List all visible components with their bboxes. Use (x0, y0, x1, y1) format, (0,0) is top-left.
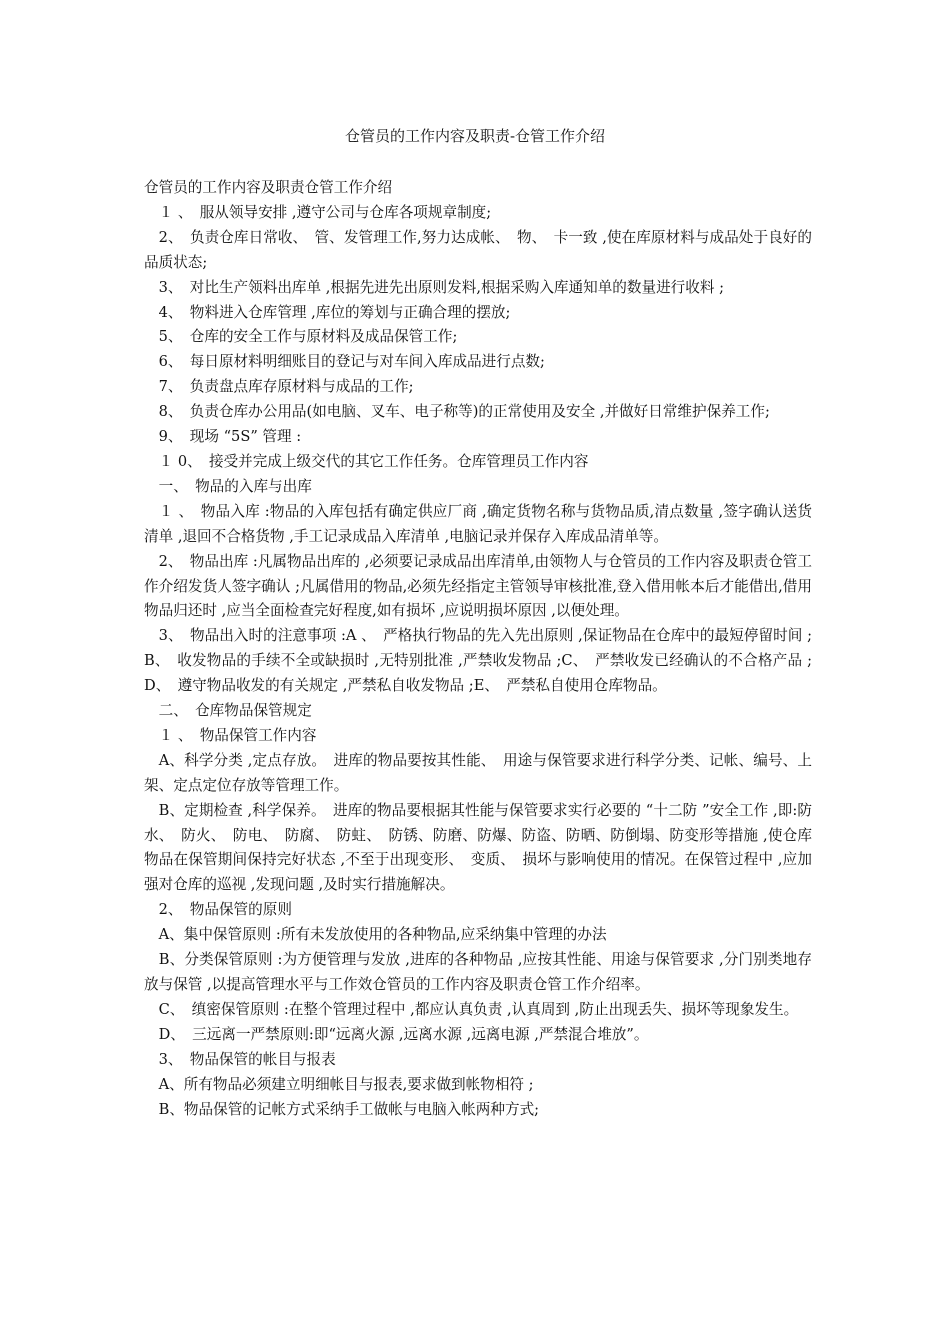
paragraph: １ 、 物品入库 :物品的入库包括有确定供应厂商 ,确定货物名称与货物品质,清点数量 ,签字确认送货清单 ,退回不合格货物 ,手工记录成品入库清单 ,电脑记录并保存入库成品清单等。 (144, 502, 812, 545)
paragraph: 4、 物料进入仓库管理 ,库位的筹划与正确合理的摆放; (144, 303, 511, 321)
paragraph: 二、 仓库物品保管规定 (144, 702, 312, 720)
paragraph: 9、 现场 “5S” 管理 : (144, 428, 302, 446)
paragraph: １ 0、 接受并完成上级交代的其它工作任务。仓库管理员工作内容 (144, 452, 589, 470)
paragraph: A、集中保管原则 :所有未发放使用的各种物品,应采纳集中管理的办法 (144, 926, 607, 944)
paragraph: 7、 负责盘点库存原材料与成品的工作; (144, 378, 414, 396)
paragraph: 6、 每日原材料明细账目的登记与对车间入库成品进行点数; (144, 353, 545, 371)
paragraph: 3、 物品出入时的注意事项 :A 、 严格执行物品的先入先出原则 ,保证物品在仓库中的最短停留时间 ;B、 收发物品的手续不全或缺损时 ,无特别批准 ,严禁收发物品 ;C、 严禁收发已经确认的不合格产品 ;D、 遵守物品收发的有关规定 ,严禁私自收发物品 ;E、 严禁私自使用仓库物品。 (144, 627, 812, 695)
document-title: 仓管员的工作内容及职责-仓管工作介绍 (344, 127, 606, 145)
paragraph: B、物品保管的记帐方式采纳手工做帐与电脑入帐两种方式; (144, 1100, 540, 1118)
paragraph: 8、 负责仓库办公用品(如电脑、叉车、电子称等)的正常使用及安全 ,并做好日常维护保养工作; (144, 403, 770, 421)
paragraph: １ 、 服从领导安排 ,遵守公司与仓库各项规章制度; (144, 203, 492, 221)
paragraph: 一、 物品的入库与出库 (144, 477, 312, 495)
paragraph: 5、 仓库的安全工作与原材料及成品保管工作; (144, 328, 458, 346)
document-body (144, 176, 812, 1122)
paragraph: 2、 物品保管的原则 (144, 901, 292, 919)
paragraph: １ 、 物品保管工作内容 (144, 726, 317, 744)
paragraph: 3、 物品保管的帐目与报表 (144, 1050, 336, 1068)
paragraph: 仓管员的工作内容及职责仓管工作介绍 (144, 179, 393, 196)
paragraph: A、科学分类 ,定点存放。 进库的物品要按其性能、 用途与保管要求进行科学分类、记帐、编号、上架、定点定位存放等管理工作。 (144, 751, 812, 794)
paragraph: C、 缜密保管原则 :在整个管理过程中 ,都应认真负责 ,认真周到 ,防止出现丢失、损坏等现象发生。 (144, 1000, 799, 1018)
paragraph: 2、 负责仓库日常收、 管、发管理工作,努力达成帐、 物、 卡一致 ,使在库原材料与成品处于良好的品质状态; (144, 228, 812, 271)
paragraph: B、分类保管原则 :为方便管理与发放 ,进库的各种物品 ,应按其性能、用途与保管要求 ,分门别类地存放与保管 ,以提高管理水平与工作效仓管员的工作内容及职责仓管工作介绍率。 (144, 951, 812, 993)
paragraph: D、 三远离一严禁原则:即“远离火源 ,远离水源 ,远离电源 ,严禁混合堆放”。 (144, 1025, 649, 1043)
paragraph: 2、 物品出库 :凡属物品出库的 ,必须要记录成品出库清单,由领物人与仓管员的工作内容及职责仓管工作介绍发货人签字确认 ;凡属借用的物品,必须先经指定主管领导审核批准,登入借用帐本后才能借出,借用物品归还时 ,应当全面检查完好程度,如有损坏 ,应说明损坏原因 ,以便处理。 (144, 552, 812, 620)
paragraph: B、定期检查 ,科学保养。 进库的物品要根据其性能与保管要求实行必要的 “十二防 ”安全工作 ,即:防水、 防火、 防电、 防腐、 防蛀、 防锈、防磨、防爆、防盗、防晒、防倒塌、防变形等措施 ,使仓库物品在保管期间保持完好状态 ,不至于出现变形、 变质、 损坏与影响使用的情况。在保管过程中 ,应加强对仓库的巡视 ,发现问题 ,及时实行措施解决。 (144, 801, 812, 894)
paragraph: 3、 对比生产领料出库单 ,根据先进先出原则发料,根据采购入库通知单的数量进行收料 ; (144, 278, 725, 296)
paragraph: A、所有物品必须建立明细帐目与报表,要求做到帐物相符 ; (144, 1075, 534, 1093)
